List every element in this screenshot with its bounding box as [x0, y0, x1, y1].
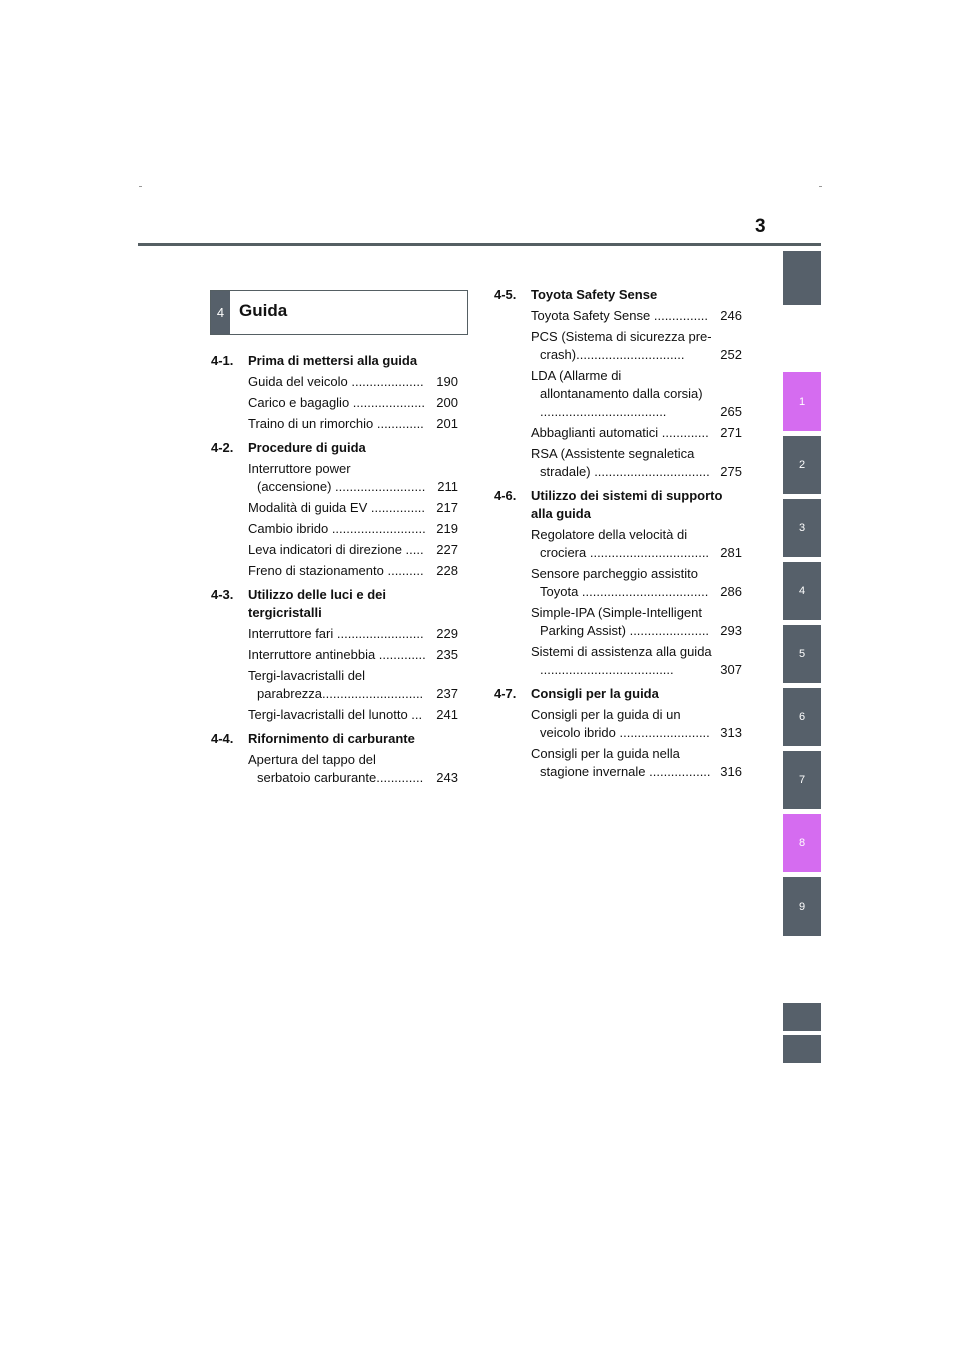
- toc-group: [494, 286, 742, 481]
- toc-entry-text: PCS (Sistema di sicurezza pre-crash)..............................: [531, 329, 712, 362]
- toc-group: [211, 352, 458, 433]
- toc-group-title[interactable]: [494, 487, 742, 523]
- toc-group-number: 4-7.: [494, 686, 517, 701]
- toc-entry[interactable]: [248, 562, 458, 580]
- toc-entry-page: 313: [720, 725, 742, 740]
- toc-entry-page: 293: [720, 623, 742, 638]
- toc-entry-text: Traino di un rimorchio .............: [248, 416, 424, 431]
- toc-entry-text: Tergi-lavacristalli del parabrezza............................: [248, 668, 424, 701]
- chapter-tab-9[interactable]: 9: [783, 877, 821, 936]
- toc-entry-text: Cambio ibrido ..........................: [248, 521, 426, 536]
- toc-group-number: 4-4.: [211, 731, 234, 746]
- toc-entry-text: Modalità di guida EV ...............: [248, 500, 426, 515]
- toc-entry[interactable]: [531, 328, 742, 364]
- toc-entry[interactable]: [248, 706, 458, 724]
- section-heading: [210, 290, 468, 335]
- toc-group-label: Toyota Safety Sense: [531, 287, 658, 302]
- toc-entry-page: 281: [720, 545, 742, 560]
- toc-entry[interactable]: [248, 667, 458, 703]
- toc-entry-text: Regolatore della velocità di crociera .................................: [531, 527, 710, 560]
- toc-group-number: 4-6.: [494, 488, 517, 503]
- toc-entry-text: RSA (Assistente segnaletica stradale) ................................: [531, 446, 710, 479]
- toc-group-number: 4-3.: [211, 587, 234, 602]
- toc-group-title[interactable]: [211, 352, 458, 370]
- toc-entry[interactable]: [531, 526, 742, 562]
- chapter-tab-blank-bottom-2[interactable]: [783, 1035, 821, 1063]
- toc-group-label: Consigli per la guida: [531, 686, 659, 701]
- toc-entry[interactable]: [248, 625, 458, 643]
- toc-group: [494, 685, 742, 781]
- chapter-tab-3[interactable]: 3: [783, 499, 821, 557]
- toc-entry[interactable]: [531, 424, 742, 442]
- toc-group: [211, 730, 458, 787]
- toc-group-number: 4-5.: [494, 287, 517, 302]
- toc-entry[interactable]: [248, 520, 458, 538]
- chapter-tab-blank-bottom-1[interactable]: [783, 1003, 821, 1031]
- toc-entry-text: Sensore parcheggio assistito Toyota ...................................: [531, 566, 709, 599]
- toc-entry-page: 228: [436, 563, 458, 578]
- toc-entry-page: 200: [436, 395, 458, 410]
- toc-entry-page: 271: [720, 425, 742, 440]
- toc-entry[interactable]: [248, 415, 458, 433]
- toc-entry[interactable]: [531, 643, 742, 679]
- toc-entry-text: Guida del veicolo ....................: [248, 374, 424, 389]
- header-rule: [138, 243, 821, 246]
- toc-entry-page: 241: [436, 707, 458, 722]
- toc-entry-text: Leva indicatori di direzione .....: [248, 542, 424, 557]
- toc-entry[interactable]: [531, 706, 742, 742]
- page-number: 3: [755, 216, 766, 237]
- toc-column-left: [211, 352, 458, 793]
- toc-entry-text: Consigli per la guida nella stagione invernale .................: [531, 746, 711, 779]
- toc-entry-text: Interruttore power (accensione) .........................: [248, 461, 426, 494]
- toc-entry-page: 227: [436, 542, 458, 557]
- toc-entry[interactable]: [248, 499, 458, 517]
- toc-entry-text: Toyota Safety Sense ...............: [531, 308, 709, 323]
- toc-group-label: Prima di mettersi alla guida: [248, 353, 418, 368]
- toc-entry-page: 246: [720, 308, 742, 323]
- toc-entry-text: Consigli per la guida di un veicolo ibrido .........................: [531, 707, 710, 740]
- toc-entry-page: 217: [436, 500, 458, 515]
- toc-group-label: Utilizzo delle luci e dei tergicristalli: [248, 587, 386, 620]
- toc-entry-page: 252: [720, 347, 742, 362]
- chapter-tab-blank-top[interactable]: [783, 251, 821, 305]
- toc-group-title[interactable]: [211, 586, 458, 622]
- toc-entry-page: 243: [436, 770, 458, 785]
- toc-entry-page: 307: [720, 662, 742, 677]
- toc-entry[interactable]: [248, 394, 458, 412]
- toc-entry[interactable]: [248, 751, 458, 787]
- section-number: 4: [211, 291, 230, 334]
- chapter-tab-5[interactable]: 5: [783, 625, 821, 683]
- toc-entry[interactable]: [531, 367, 742, 421]
- toc-entry-page: 316: [720, 764, 742, 779]
- toc-entry[interactable]: [531, 745, 742, 781]
- toc-entry[interactable]: [531, 565, 742, 601]
- toc-group: [494, 487, 742, 679]
- toc-entry-page: 219: [436, 521, 458, 536]
- toc-group-number: 4-2.: [211, 440, 234, 455]
- toc-group-title[interactable]: [494, 286, 742, 304]
- toc-entry[interactable]: [531, 604, 742, 640]
- toc-column-right: [494, 286, 742, 787]
- toc-entry-page: 229: [436, 626, 458, 641]
- toc-group-title[interactable]: [211, 439, 458, 457]
- toc-entry[interactable]: [248, 646, 458, 664]
- toc-group-label: Procedure di guida: [248, 440, 366, 455]
- toc-entry-page: 190: [436, 374, 458, 389]
- toc-group-label: Utilizzo dei sistemi di supporto alla guida: [531, 488, 723, 521]
- toc-group-title[interactable]: [494, 685, 742, 703]
- toc-entry-text: Interruttore fari ........................: [248, 626, 424, 641]
- toc-entry-page: 275: [720, 464, 742, 479]
- toc-entry[interactable]: [248, 460, 458, 496]
- toc-entry-page: 211: [437, 479, 458, 494]
- toc-entry-page: 286: [720, 584, 742, 599]
- toc-entry[interactable]: [531, 445, 742, 481]
- toc-entry[interactable]: [248, 373, 458, 391]
- chapter-tab-4[interactable]: 4: [783, 562, 821, 620]
- toc-group-title[interactable]: [211, 730, 458, 748]
- crop-mark-left: [139, 186, 142, 187]
- toc-entry-text: LDA (Allarme di allontanamento dalla corsia) ...................................: [531, 368, 703, 419]
- chapter-tab-2[interactable]: 2: [783, 436, 821, 494]
- toc-entry[interactable]: [531, 307, 742, 325]
- toc-group: [211, 586, 458, 724]
- toc-group: [211, 439, 458, 580]
- toc-entry-text: Simple-IPA (Simple-Intelligent Parking Assist) ......................: [531, 605, 710, 638]
- toc-group-label: Rifornimento di carburante: [248, 731, 415, 746]
- toc-entry-text: Freno di stazionamento ..........: [248, 563, 424, 578]
- section-title: Guida: [239, 301, 288, 320]
- toc-entry-text: Apertura del tappo del serbatoio carburante.............: [248, 752, 424, 785]
- toc-entry-text: Sistemi di assistenza alla guida .....................................: [531, 644, 712, 677]
- chapter-tab-8[interactable]: 8: [783, 814, 821, 872]
- toc-entry-page: 265: [720, 404, 742, 419]
- toc-entry-page: 235: [436, 647, 458, 662]
- chapter-tab-6[interactable]: 6: [783, 688, 821, 746]
- crop-mark-right: [819, 186, 822, 187]
- toc-group-number: 4-1.: [211, 353, 234, 368]
- toc-entry-text: Carico e bagaglio ....................: [248, 395, 426, 410]
- toc-entry-text: Abbaglianti automatici .............: [531, 425, 709, 440]
- toc-entry[interactable]: [248, 541, 458, 559]
- chapter-tab-1[interactable]: 1: [783, 372, 821, 431]
- chapter-tab-7[interactable]: 7: [783, 751, 821, 809]
- toc-entry-page: 201: [436, 416, 458, 431]
- toc-entry-text: Interruttore antinebbia .............: [248, 647, 426, 662]
- toc-entry-page: 237: [436, 686, 458, 701]
- toc-entry-text: Tergi-lavacristalli del lunotto ...: [248, 707, 423, 722]
